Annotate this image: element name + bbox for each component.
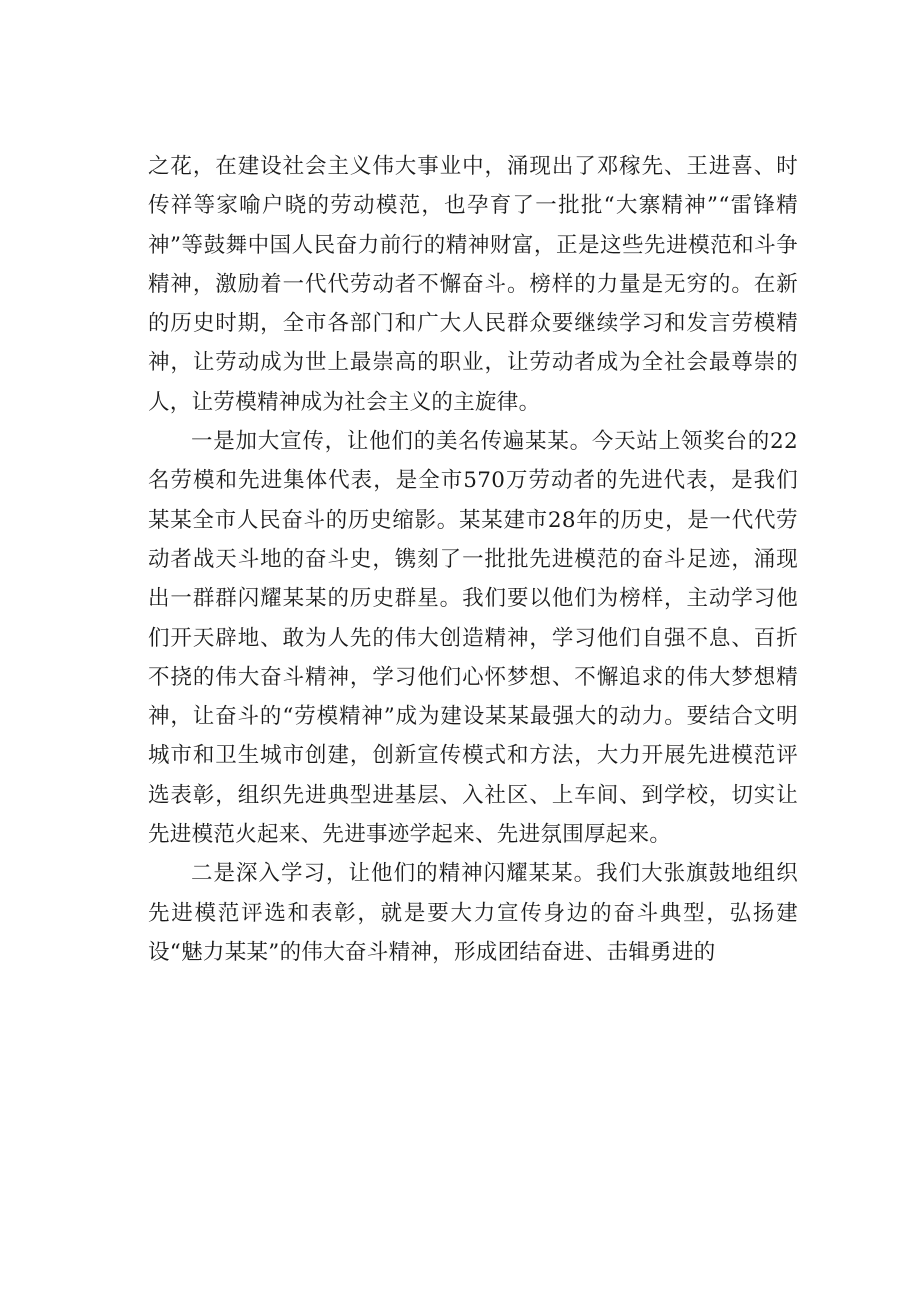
document-body bbox=[148, 147, 798, 972]
paragraph-point-one: 一是加大宣传，让他们的美名传遍某某。今天站上领奖台的22名劳模和先进集体代表，是全市570万劳动者的先进代表，是我们某某全市人民奋斗的历史缩影。某某建市28年的历史，是一代代劳动者战天斗地的奋斗史，镌刻了一批批先进模范的奋斗足迹，涌现出一群群闪耀某某的历史群星。我们要以他们为榜样，主动学习他们开天辟地、敢为人先的伟大创造精神，学习他们自强不息、百折不挠的伟大奋斗精神，学习他们心怀梦想、不懈追求的伟大梦想精神，让奋斗的“劳模精神”成为建设某某最强大的动力。要结合文明城市和卫生城市创建，创新宣传模式和方法，大力开展先进模范评选表彰，组织先进典型进基层、入社区、上车间、到学校，切实让先进模范火起来、先进事迹学起来、先进氛围厚起来。 bbox=[148, 429, 798, 848]
paragraph-point-two: 二是深入学习，让他们的精神闪耀某某。我们大张旗鼓地组织先进模范评选和表彰，就是要大力宣传身边的奋斗典型，弘扬建设“魅力某某”的伟大奋斗精神，形成团结奋进、击辑勇进的 bbox=[148, 861, 798, 965]
paragraph-continuation: 之花，在建设社会主义伟大事业中，涌现出了邓稼先、王进喜、时传祥等家喻户晓的劳动模范，也孕育了一批批“大寨精神”“雷锋精神”等鼓舞中国人民奋力前行的精神财富，正是这些先进模范和斗争精神，激励着一代代劳动者不懈奋斗。榜样的力量是无穷的。在新的历史时期，全市各部门和广大人民群众要继续学习和发言劳模精神，让劳动成为世上最崇高的职业，让劳动者成为全社会最尊崇的人，让劳模精神成为社会主义的主旋律。 bbox=[148, 154, 798, 415]
